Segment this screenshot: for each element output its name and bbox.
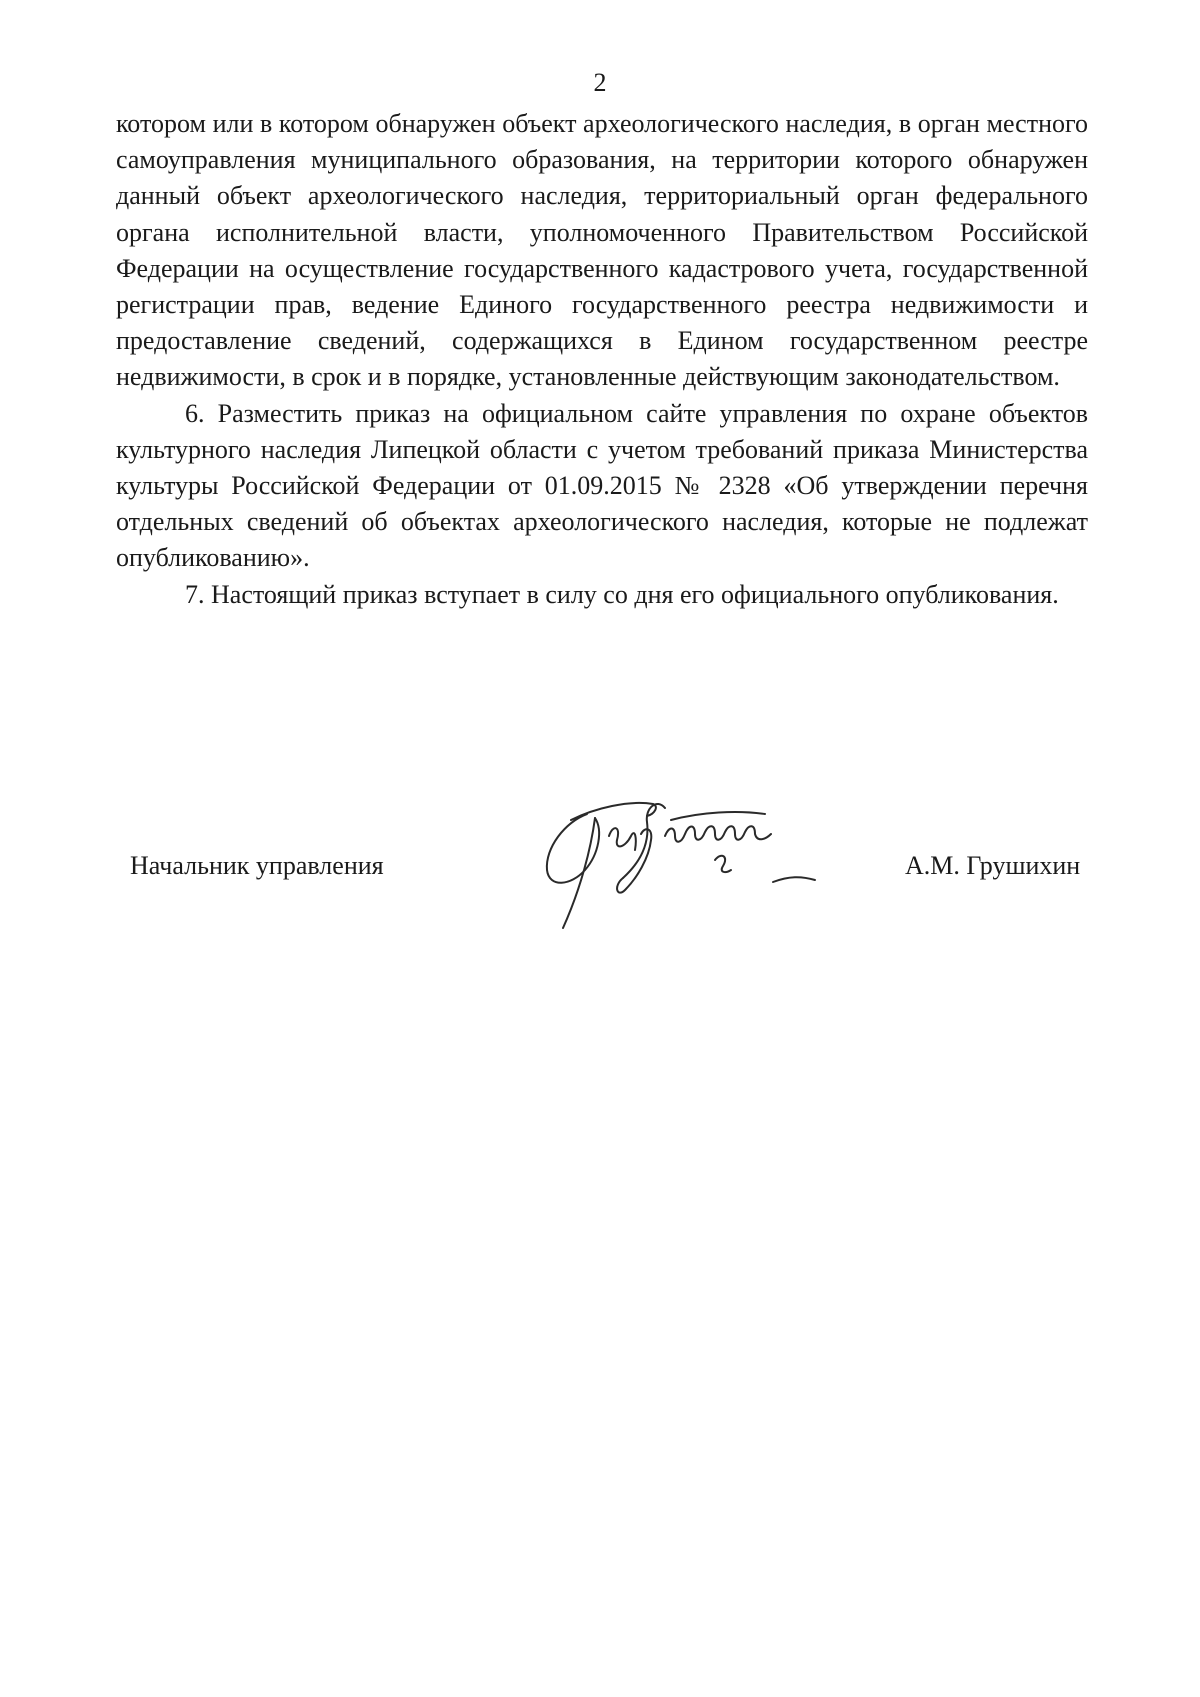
signer-name: А.М. Грушихин bbox=[905, 851, 1081, 880]
signature-block bbox=[0, 778, 1200, 938]
paragraph-continuation: котором или в котором обнаружен объект археологического наследия, в орган местного самоуправления муниципального образования, на территории которого обнаружен данный объект археологического наследия, территориальный орган федерального органа исполнительной власти, уполномоченного Правительством Российской Федерации на осуществление государственного кадастрового учета, государственной регистрации прав, ведение Единого государственного реестра недвижимости и предоставление сведений, содержащихся в Едином государственном реестре недвижимости, в срок и в порядке, установленные действующим законодательством. bbox=[116, 109, 1088, 392]
paragraph-6: 6. Разместить приказ на официальном сайте управления по охране объектов культурного наследия Липецкой области с учетом требований приказа Министерства культуры Российской Федерации от 01.09.2015 № 2328 «Об утверждении перечня отдельных сведений об объектах археологического наследия, которые не подлежат опубликованию». bbox=[116, 398, 1088, 573]
page-number: 2 bbox=[593, 68, 607, 97]
signer-position: Начальник управления bbox=[130, 851, 384, 880]
handwritten-signature bbox=[525, 778, 885, 943]
paragraph-7: 7. Настоящий приказ вступает в силу со дня его официального опубликования. bbox=[185, 579, 1059, 609]
document-body bbox=[116, 106, 1088, 613]
